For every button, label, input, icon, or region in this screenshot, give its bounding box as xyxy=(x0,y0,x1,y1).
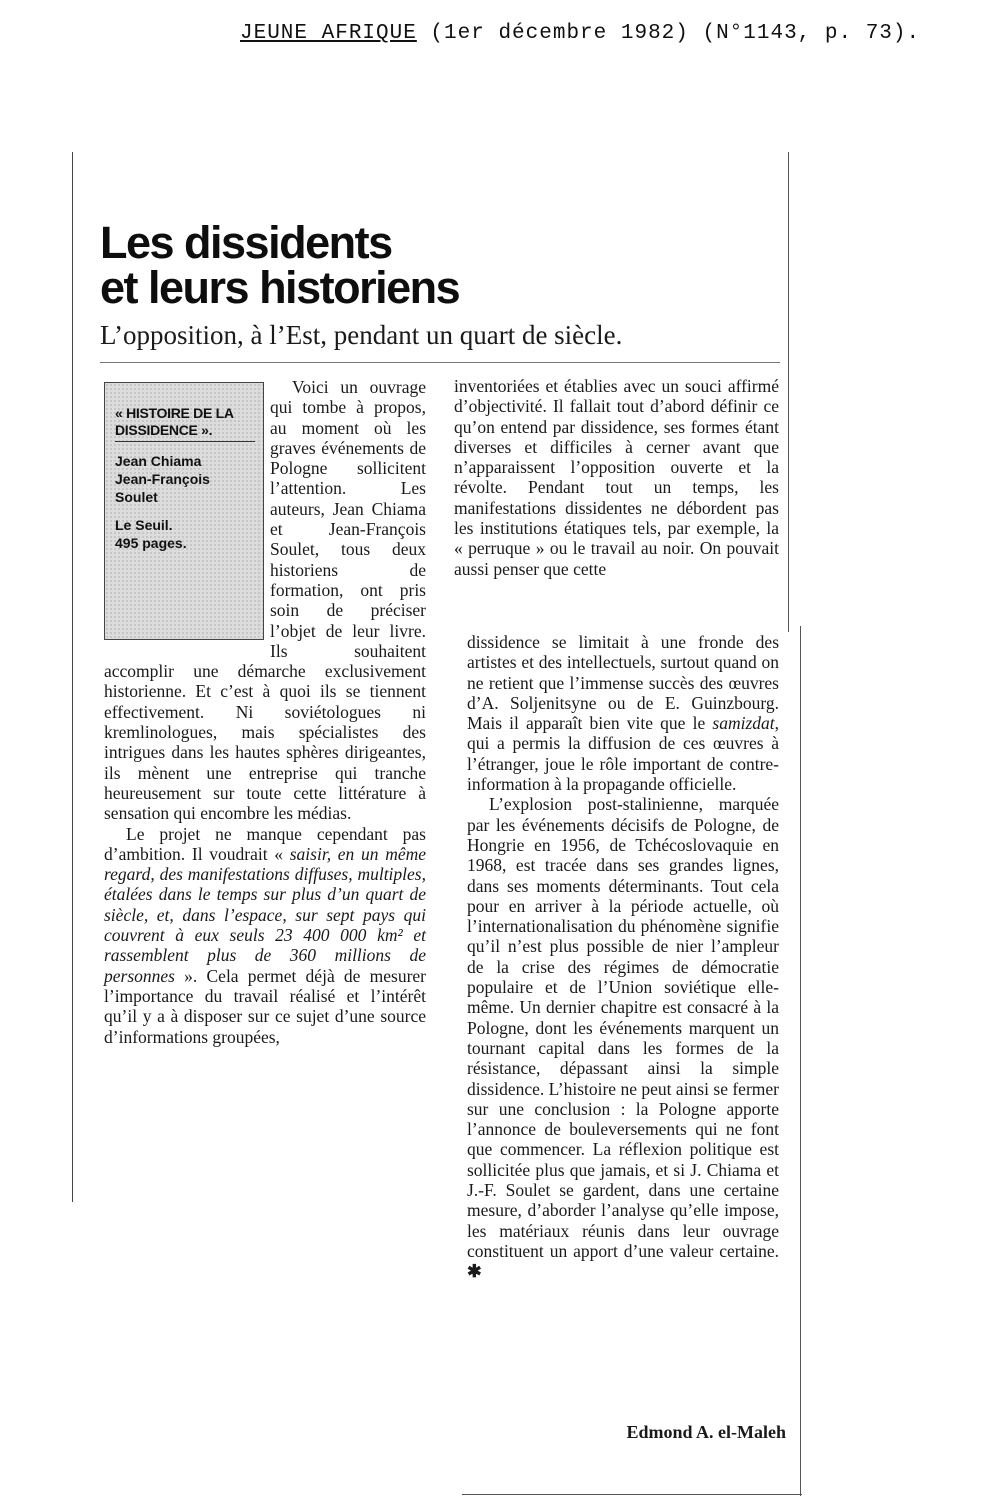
paragraph-3b-start: dissidence se limitait à une fronde des artistes et des intellectuels, surtout quand on ne retient que l’immense succès des œuvres d’A. Soljenitsyne ou de E. Guinzbourg. Mais il apparaît bien vite que le xyxy=(467,632,779,734)
paragraph-3-continued xyxy=(467,632,779,794)
article-subtitle: L’opposition, à l’Est, pendant un quart de siècle. xyxy=(100,320,623,350)
archive-header xyxy=(240,22,920,45)
paragraph-4-text: L’explosion post-stalinienne, marquée par les événements décisifs de Pologne, de Hongrie en 1956, de Tchécoslovaquie en 1968, est tracée dans ses grandes lignes, dans ses moments déterminants. Tout cela pour en arriver à la période actuelle, où l’internationalisation du phénomène signifie qu’il n’est plus possible de nier l’ampleur de la crise des régimes de démocratie populaire et de l’Union soviétique elle-même. Un dernier chapitre est consacré à la Pologne, dont les événements marquent un tournant capital dans les formes de la résistance, dépassant ainsi la simple dissidence. L’histoire ne peut ainsi se fermer sur une conclusion : la Pologne apporte l’annonce de bouleversements qui ne font que commencer. La réflexion politique est sollicitée plus que jamais, et si J. Chiama et J.-F. Soulet se gardent, dans une certaine mesure, d’aborder l’analyse qu’elle impose, les matériaux réunis dans leur ouvrage constituent un apport d’une valeur certaine. xyxy=(467,794,779,1261)
paragraph-2 xyxy=(104,824,426,1047)
article-title xyxy=(100,217,760,313)
clipping-edge-bottom xyxy=(462,1494,802,1495)
author-signature: Edmond A. el-Maleh xyxy=(626,1422,786,1442)
book-title: « HISTOIRE DE LA DISSIDENCE ». xyxy=(115,405,255,442)
paragraph-1: Voici un ouvrage qui tombe à propos, au moment où les graves événements de Pologne sollicitent l’attention. Les auteurs, Jean Chiama et Jean-François Soulet, tous deux historiens de formation, ont pris soin de préciser l’objet de leur livre. Ils souhaitent accomplir une démarche exclusivement historienne. Et c’est à quoi ils se tiennent effectivement. Ni soviétologues ni kremlinologues, mais spécialistes des intrigues dans les hautes sphères dirigeantes, ils mènent une entreprise qui tranche heureusement sur toute cette littérature à sensation qui encombre les médias. xyxy=(104,377,426,824)
book-pages: 495 pages. xyxy=(115,535,187,551)
end-mark: ✱ xyxy=(467,1261,482,1282)
book-author-2: Jean-François Soulet xyxy=(115,471,210,505)
publication-name: JEUNE AFRIQUE xyxy=(240,22,417,45)
publication-details: (1er décembre 1982) (N°1143, p. 73). xyxy=(416,22,921,45)
clipping-edge-right-bottom xyxy=(800,626,801,1496)
book-box-spacer xyxy=(104,377,270,649)
paragraph-3: inventoriées et établies avec un souci affirmé d’objectivité. Il fallait tout d’abord définir ce qu’on entend par dissidence, ses formes étant diverses et difficiles à cerner avant que n’apparaissent l’opposition ouverte et la révolte. Pendant tout un temps, les manifestations dissidentes ne débordent pas les institutions étatiques tels, par exemple, la « perruque » ou le travail au noir. On pouvait aussi penser que cette xyxy=(454,376,779,579)
samizdat-term: samizdat xyxy=(712,713,775,734)
clipping-edge-left xyxy=(72,152,73,1202)
title-line-2: et leurs historiens xyxy=(100,262,460,313)
title-rule xyxy=(100,362,780,363)
paragraph-4 xyxy=(467,794,779,1281)
paragraph-2-intro: Le projet ne manque cependant pas d’ambition. Il voudrait « xyxy=(104,823,426,864)
paragraph-2-end: ». Cela permet déjà de mesurer l’importance du travail réalisé et l’intérêt qu’il y a à disposer sur ce sujet d’une source d’informations groupées, xyxy=(104,965,426,1047)
column-2-bottom xyxy=(467,632,779,1282)
column-1 xyxy=(104,377,426,1047)
column-2-top xyxy=(454,376,779,579)
clipping-edge-right-top xyxy=(788,152,789,632)
paragraph-2-quote: saisir, en un même regard, des manifestations diffuses, multiples, étalées dans le temps sur plus d’un quart de siècle, et, dans l’espace, sur sept pays qui couvrent à eux seuls 23 400 000 km² et rassemblent plus de 360 millions de personnes xyxy=(104,843,426,986)
paragraph-3b-end: , qui a permis la diffusion de ces œuvres à l’étranger, joue le rôle important de contre-information à la propagande officielle. xyxy=(467,713,779,795)
title-line-1: Les dissidents xyxy=(100,217,392,268)
book-author-1: Jean Chiama xyxy=(115,453,202,469)
book-publisher: Le Seuil. xyxy=(115,517,173,533)
